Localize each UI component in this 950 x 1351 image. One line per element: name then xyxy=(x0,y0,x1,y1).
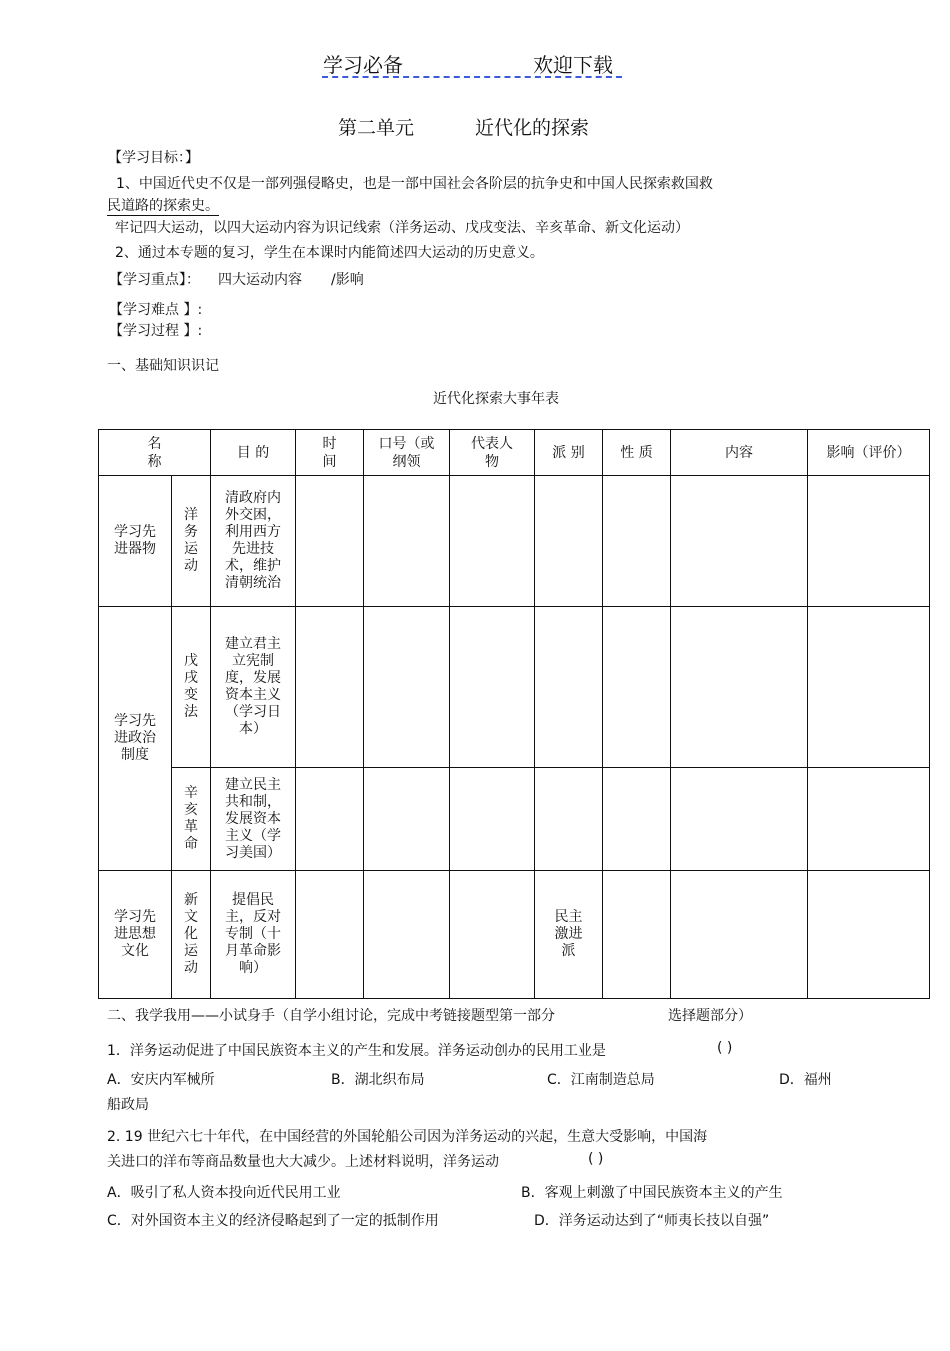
header-slogan: 口号（或纲领 xyxy=(364,430,450,476)
table-row xyxy=(99,476,930,607)
focus-content-1: 四大运动内容 xyxy=(218,272,302,288)
section-2-heading: 二、我学我用——小试身手（自学小组讨论，完成中考链接题型第一部分 xyxy=(107,1008,555,1024)
section-1-heading: 一、基础知识识记 xyxy=(107,358,219,374)
group-cell: 学习先进器物 xyxy=(99,476,172,607)
table-row xyxy=(99,607,930,768)
question-2-option-b[interactable]: B．客观上刺激了中国民族资本主义的产生 xyxy=(521,1185,783,1201)
header-dashed-line xyxy=(322,76,622,78)
question-2-option-d[interactable]: D．洋务运动达到了“师夷长技以自强” xyxy=(534,1213,770,1229)
movement-name: 辛亥革命 xyxy=(172,768,211,871)
header-nature: 性 质 xyxy=(603,430,671,476)
header-right: 欢迎下载 xyxy=(533,53,613,77)
difficulty-label: 【学习难点 】: xyxy=(109,302,203,318)
question-1-paren: ( ) xyxy=(717,1040,733,1056)
movement-purpose: 建立君主立宪制度，发展资本主义（学习日本） xyxy=(211,607,296,768)
movement-faction xyxy=(535,607,603,768)
group-cell: 学习先进思想文化 xyxy=(99,871,172,999)
movement-purpose: 提倡民主，反对专制（十月革命影响） xyxy=(211,871,296,999)
question-2-stem: 2. 19 世纪六七十年代，在中国经营的外国轮船公司因为洋务运动的兴起，生意大受影响，中国海 xyxy=(107,1129,708,1145)
question-2-option-c[interactable]: C．对外国资本主义的经济侵略起到了一定的抵制作用 xyxy=(107,1213,439,1229)
header-impact: 影响（评价） xyxy=(808,430,930,476)
events-table xyxy=(98,429,930,999)
question-2-paren: ( ) xyxy=(588,1151,604,1167)
header-name: 名称 xyxy=(99,430,211,476)
movement-faction xyxy=(535,768,603,871)
section-2-heading-tail: 选择题部分） xyxy=(668,1008,752,1024)
unit-name: 近代化的探索 xyxy=(475,117,590,139)
goal-1-line-1: 1、中国近代史不仅是一部列强侵略史，也是一部中国社会各阶层的抗争史和中国人民探索救国救 xyxy=(116,176,713,192)
question-1-option-a[interactable]: A．安庆内军械所 xyxy=(107,1072,215,1088)
table-header-row xyxy=(99,430,930,476)
table-row xyxy=(99,871,930,999)
movement-faction xyxy=(535,476,603,607)
question-1-option-d-wrap: 船政局 xyxy=(107,1097,149,1113)
question-1-option-d[interactable]: D．福州 xyxy=(779,1072,832,1088)
header-time: 时间 xyxy=(296,430,364,476)
header-purpose: 目 的 xyxy=(211,430,296,476)
question-2-option-a[interactable]: A．吸引了私人资本投向近代民用工业 xyxy=(107,1185,341,1201)
header-faction: 派 别 xyxy=(535,430,603,476)
movement-name: 洋务运动 xyxy=(172,476,211,607)
movement-faction: 民主激进派 xyxy=(535,871,603,999)
question-1-stem: 1．洋务运动促进了中国民族资本主义的产生和发展。洋务运动创办的民用工业是 xyxy=(107,1043,606,1059)
question-1-option-c[interactable]: C．江南制造总局 xyxy=(547,1072,655,1088)
table-row xyxy=(99,768,930,871)
group-cell: 学习先进政治制度 xyxy=(99,607,172,871)
movement-name: 新文化运动 xyxy=(172,871,211,999)
movement-name: 戊戌变法 xyxy=(172,607,211,768)
question-2-stem-2: 关进口的洋布等商品数量也大大减少。上述材料说明，洋务运动 xyxy=(107,1154,499,1170)
goal-1-line-3: 牢记四大运动，以四大运动内容为识记线索（洋务运动、戊戌变法、辛亥革命、新文化运动） xyxy=(115,220,689,236)
table-caption: 近代化探索大事年表 xyxy=(433,391,559,407)
goal-1-line-2: 民道路的探索史。 xyxy=(107,195,219,216)
unit-title: 第二单元 xyxy=(338,117,415,139)
header-content: 内容 xyxy=(671,430,808,476)
focus-label: 【学习重点】： xyxy=(109,272,200,288)
focus-content-2: /影响 xyxy=(331,272,364,288)
movement-purpose: 建立民主共和制，发展资本主义（学习美国） xyxy=(211,768,296,871)
header-representative: 代表人物 xyxy=(450,430,535,476)
goal-2: 2、通过本专题的复习，学生在本课时内能简述四大运动的历史意义。 xyxy=(115,245,544,261)
movement-purpose: 清政府内外交困，利用西方先进技术，维护清朝统治 xyxy=(211,476,296,607)
header-left: 学习必备 xyxy=(323,53,403,77)
goals-heading: 【学习目标：】 xyxy=(108,150,199,166)
process-label: 【学习过程 】: xyxy=(109,323,203,339)
question-1-option-b[interactable]: B．湖北织布局 xyxy=(331,1072,425,1088)
